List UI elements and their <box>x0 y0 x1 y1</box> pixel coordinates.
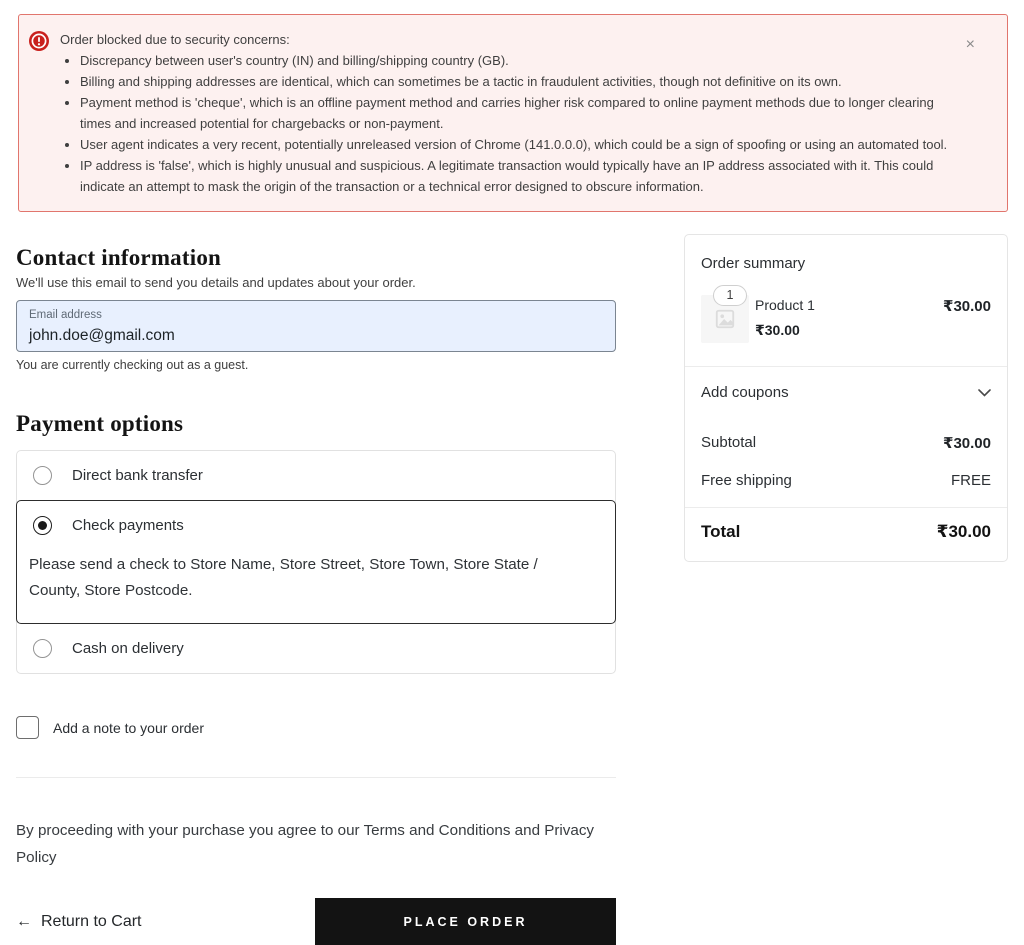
banner-reason-item: • User agent indicates a very recent, potentially unreleased version of Chrome (141.0.0.0), which could be a sign of spoofing or using an automated tool. <box>80 134 962 155</box>
security-alert-banner <box>18 14 1008 212</box>
payment-option-description: Please send a check to Store Name, Store Street, Store Town, Store State / County, Store Postcode. <box>29 556 538 599</box>
banner-body <box>60 29 962 197</box>
totals-section <box>685 418 1007 507</box>
email-field[interactable] <box>16 300 616 352</box>
order-note-label: Add a note to your order <box>53 719 204 736</box>
subtotal-row <box>685 418 1007 452</box>
total-label: Total <box>701 522 741 541</box>
back-arrow-icon: ← <box>16 912 32 930</box>
row-label: Subtotal <box>701 434 757 451</box>
order-summary-column <box>684 234 1008 945</box>
terms-and-conditions-link[interactable]: Terms and Conditions <box>363 822 511 839</box>
guest-note: You are currently checking out as a guest. <box>16 358 249 372</box>
payment-option-check-payments[interactable] <box>16 500 616 624</box>
banner-reason-list <box>60 50 962 197</box>
total-value: ₹30.00 <box>936 522 991 541</box>
product-name: Product 1 <box>755 297 815 313</box>
quantity-badge: 1 <box>713 285 747 306</box>
add-coupons-label: Add coupons <box>701 384 789 401</box>
close-icon[interactable]: × <box>962 35 979 55</box>
terms-text <box>16 817 606 871</box>
total-row <box>685 508 1007 561</box>
product-info <box>755 295 943 343</box>
add-coupons-toggle[interactable] <box>685 367 1007 418</box>
checkout-form-column <box>16 234 616 945</box>
return-to-cart-link[interactable] <box>16 913 141 931</box>
row-value: FREE <box>950 472 991 489</box>
product-thumbnail <box>701 288 749 343</box>
banner-reason-item: • IP address is 'false', which is highly unusual and suspicious. A legitimate transaction would typically have an IP address associated with it. This could indicate an attempt to mask the origin of the transaction or a technical error designed to obscure information. <box>80 155 962 197</box>
contact-heading: Contact information <box>16 245 222 270</box>
contact-description: We'll use this email to send you details and updates about your order. <box>16 275 416 290</box>
banner-reason-item: • Payment method is 'cheque', which is an offline payment method and carries higher risk compared to online payment methods due to longer clearing times and increased potential for chargebacks or non-payment. <box>80 92 962 134</box>
payment-option-direct-bank-transfer[interactable] <box>17 451 615 500</box>
chevron-down-icon <box>978 389 991 397</box>
banner-title: Order blocked due to security concerns: <box>60 32 290 47</box>
payment-option-label: Cash on delivery <box>72 640 184 657</box>
banner-reason-item: • Billing and shipping addresses are identical, which can sometimes be a tactic in fraudulent activities, though not definitive on its own. <box>80 71 962 92</box>
error-icon <box>29 31 49 51</box>
order-note-checkbox[interactable] <box>16 716 39 739</box>
banner-reason-item: • Discrepancy between user's country (IN) and billing/shipping country (GB). <box>80 50 962 71</box>
row-value: ₹30.00 <box>943 435 991 452</box>
radio-checked-icon[interactable] <box>33 516 52 535</box>
image-placeholder-icon <box>714 308 736 330</box>
checkout-actions <box>16 898 616 945</box>
section-divider <box>16 777 616 778</box>
payment-option-label: Direct bank transfer <box>72 467 203 484</box>
radio-icon[interactable] <box>33 466 52 485</box>
payment-option-cash-on-delivery[interactable] <box>17 624 615 673</box>
terms-middle: and <box>510 822 545 839</box>
email-value: john.doe@gmail.com <box>29 327 175 344</box>
email-label: Email address <box>29 309 102 321</box>
terms-prefix: By proceeding with your purchase you agree to our <box>16 822 364 839</box>
order-note-row <box>16 716 616 739</box>
payment-heading: Payment options <box>16 411 184 436</box>
privacy-policy-link[interactable]: Privacy Policy <box>16 822 595 866</box>
payment-options-group <box>16 450 616 674</box>
payment-option-check-payments-row[interactable] <box>17 501 615 550</box>
payment-option-label: Check payments <box>72 517 184 534</box>
product-unit-price: ₹30.00 <box>755 322 800 338</box>
order-item-row <box>685 284 1007 366</box>
row-label: Free shipping <box>701 472 792 489</box>
radio-icon[interactable] <box>33 639 52 658</box>
shipping-row <box>685 452 1007 489</box>
product-line-total: ₹30.00 <box>943 298 991 315</box>
checkout-content <box>16 234 1008 945</box>
order-summary-heading: Order summary <box>701 255 806 272</box>
return-to-cart-label: Return to Cart <box>41 912 142 930</box>
order-summary-card <box>684 234 1008 562</box>
place-order-button[interactable]: PLACE ORDER <box>315 898 616 945</box>
